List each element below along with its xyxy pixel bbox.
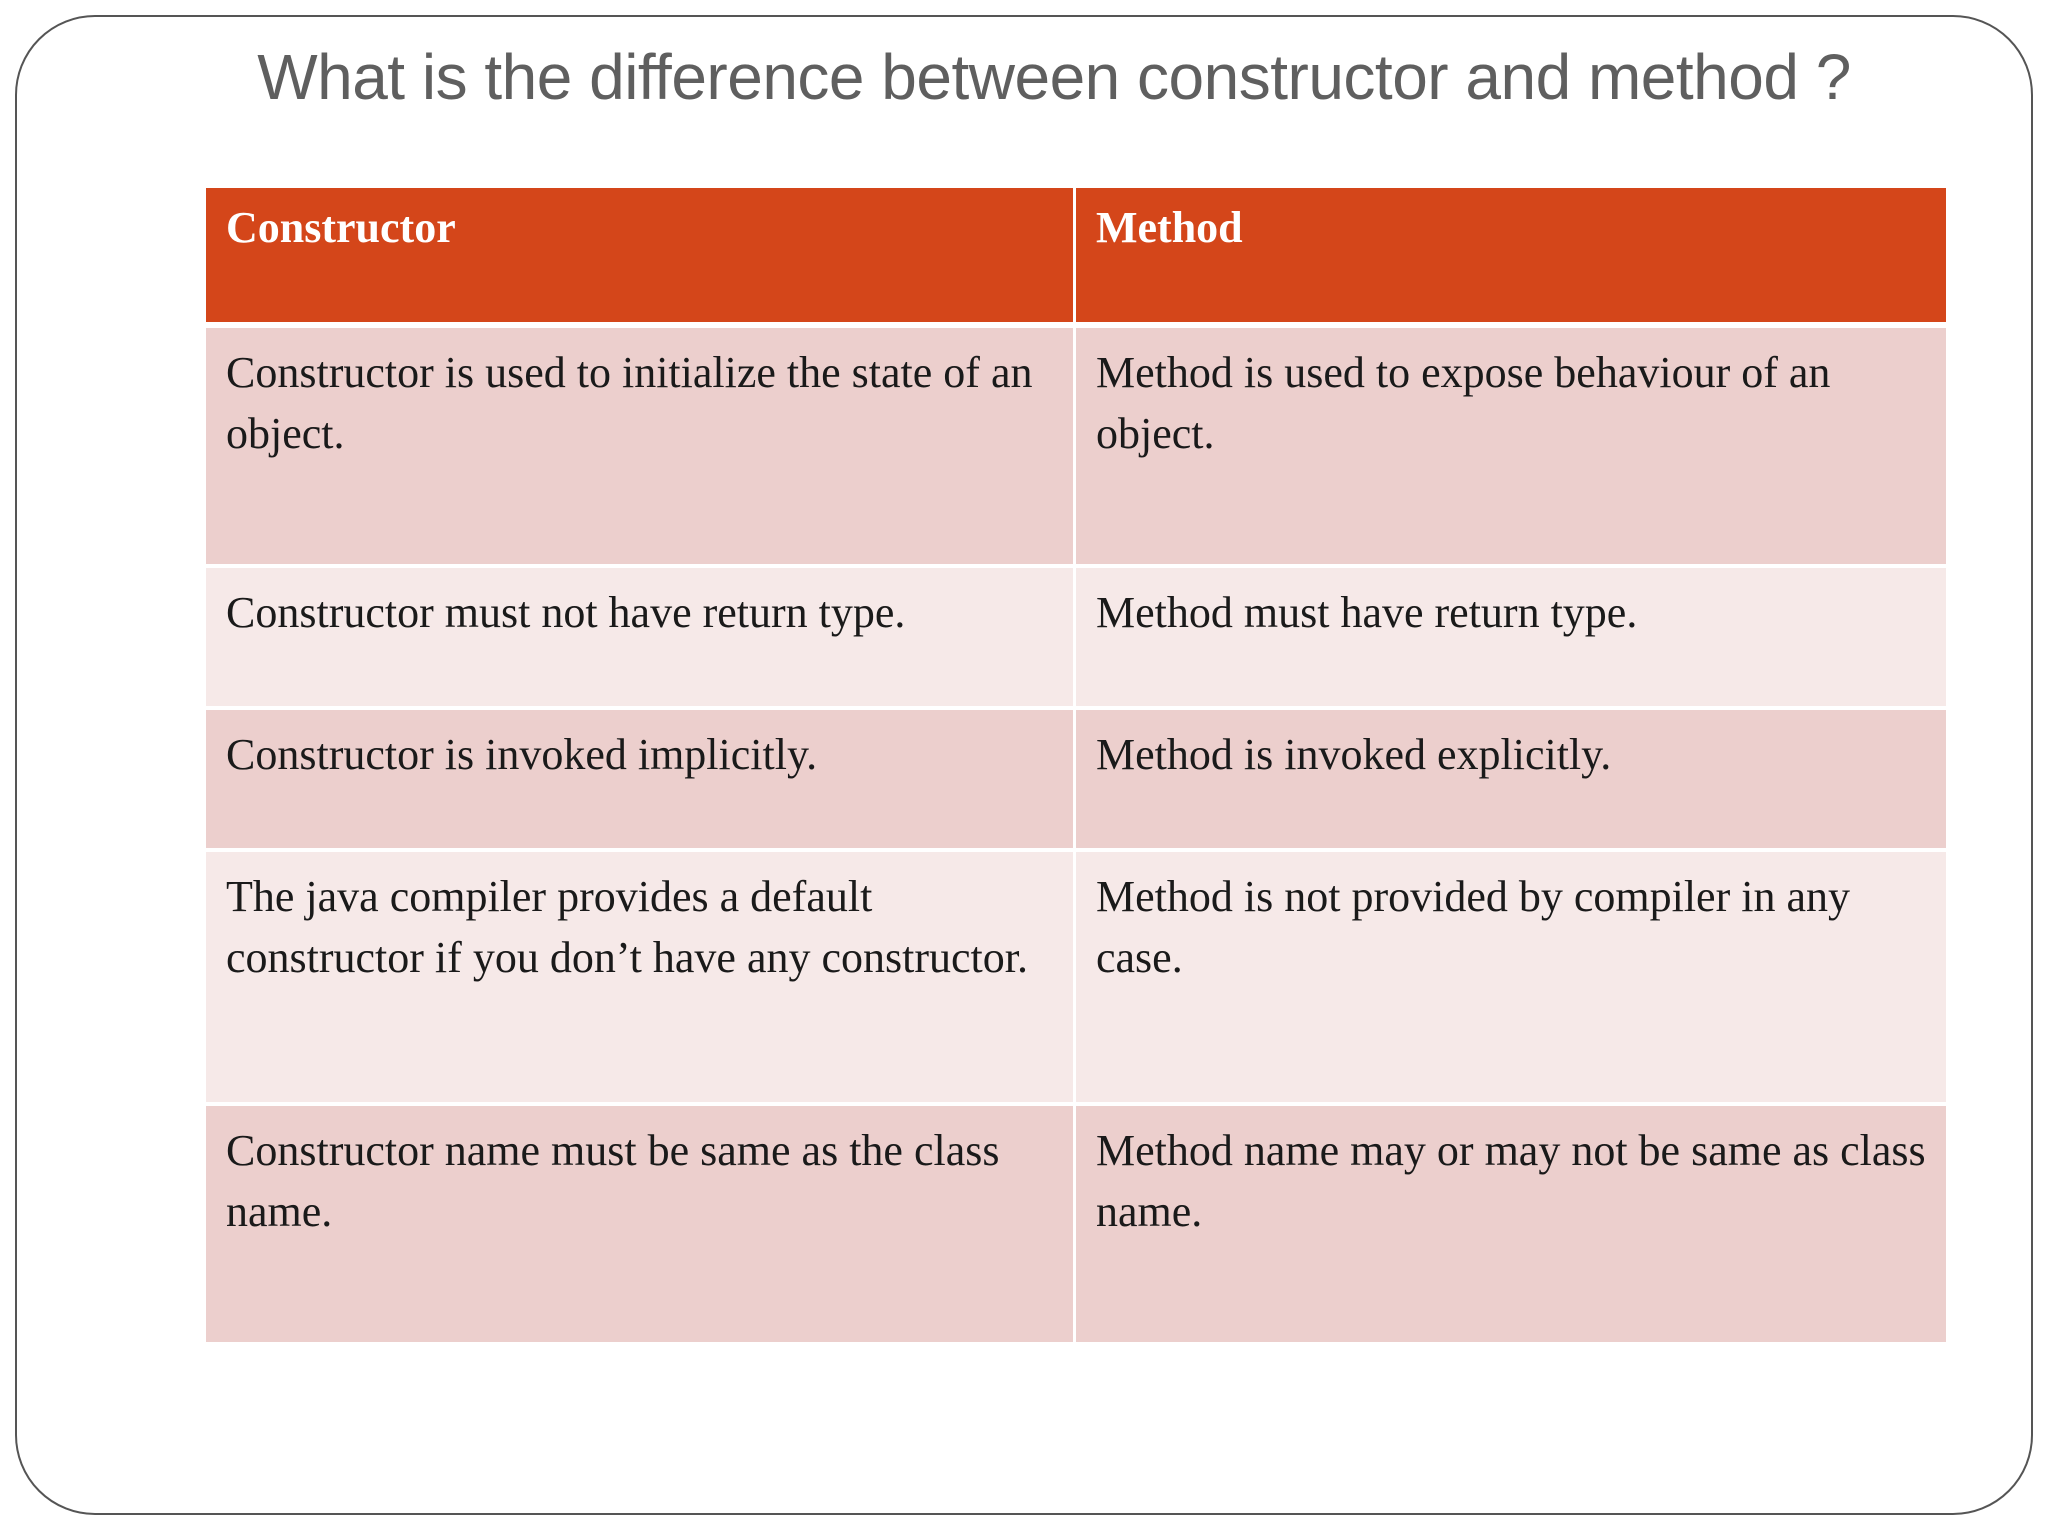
- cell-method: Method is not provided by compiler in any case.: [1076, 852, 1946, 1106]
- cell-constructor: The java compiler provides a default constructor if you don’t have any constructor.: [206, 852, 1076, 1106]
- cell-constructor: Constructor is invoked implicitly.: [206, 710, 1076, 852]
- slide-title: What is the difference between constructor and method ?: [257, 41, 1851, 113]
- cell-method: Method name may or may not be same as class name.: [1076, 1106, 1946, 1346]
- table-header-row: [206, 188, 1946, 328]
- cell-constructor: Constructor name must be same as the class name.: [206, 1106, 1076, 1346]
- cell-constructor: Constructor is used to initialize the state of an object.: [206, 328, 1076, 568]
- table-row: [206, 710, 1946, 852]
- header-method: Method: [1076, 188, 1946, 328]
- header-constructor: Constructor: [206, 188, 1076, 328]
- table-row: [206, 328, 1946, 568]
- table-row: [206, 1106, 1946, 1346]
- cell-method: Method must have return type.: [1076, 568, 1946, 710]
- comparison-table: [206, 188, 1946, 1346]
- cell-method: Method is used to expose behaviour of an object.: [1076, 328, 1946, 568]
- cell-method: Method is invoked explicitly.: [1076, 710, 1946, 852]
- cell-constructor: Constructor must not have return type.: [206, 568, 1076, 710]
- table-row: [206, 852, 1946, 1106]
- table-row: [206, 568, 1946, 710]
